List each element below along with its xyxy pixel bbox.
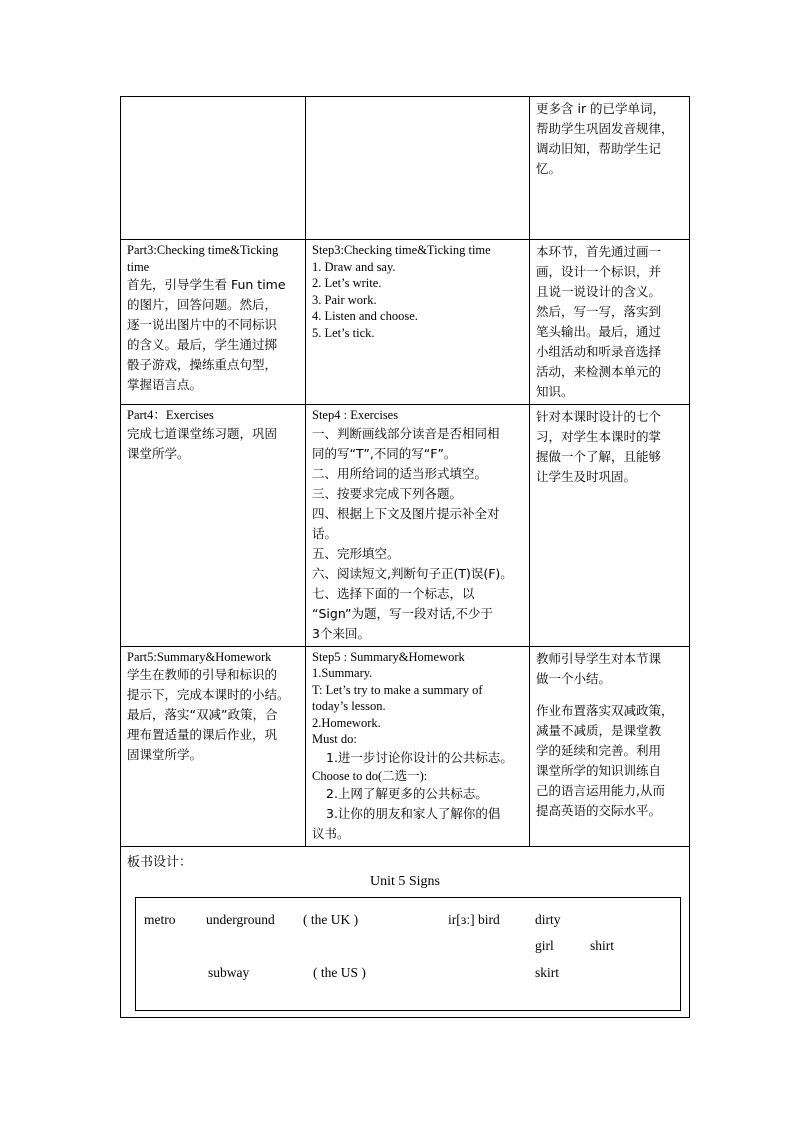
step-item: 3. Pair work. xyxy=(312,292,377,307)
text-line: 的含义。最后，学生通过掷 xyxy=(127,337,278,352)
board-unit-title: Unit 5 Signs xyxy=(369,874,440,889)
text-line: 课堂所学的知识训练自 xyxy=(536,762,662,778)
blackboard-box xyxy=(135,897,681,1011)
text-line: 针对本课时设计的七个 xyxy=(536,409,662,424)
text-line: 做一个小结。 xyxy=(536,670,612,686)
step-item: 三、按要求完成下列各题。 xyxy=(312,485,463,501)
step-item: 同的写“T”,不同的写“F”。 xyxy=(312,445,457,461)
teaching-steps-cell xyxy=(306,97,530,240)
text-line: 然后，写一写，落实到 xyxy=(536,304,662,319)
step-item: today’s lesson. xyxy=(312,699,386,713)
text-line: 提高英语的交际水平。 xyxy=(536,802,662,818)
teaching-content-cell xyxy=(121,240,306,405)
teaching-content-cell xyxy=(121,97,306,240)
text-line: 教师引导学生对本节课 xyxy=(536,650,662,666)
step-item: 1. Draw and say. xyxy=(312,259,396,274)
text-line: 己的语言运用能力,从而 xyxy=(536,782,665,798)
text-line: 掌握语言点。 xyxy=(127,377,203,392)
step-item: Choose to do(二选一): xyxy=(312,768,428,783)
section-heading: Part3:Checking time&Ticking xyxy=(127,243,279,257)
text-line: 活动，来检测本单元的 xyxy=(536,364,662,379)
spacer xyxy=(536,689,683,701)
step-item: 二、用所给词的适当形式填空。 xyxy=(312,465,488,481)
step-item: 七、选择下面的一个标志，以 xyxy=(312,585,475,601)
board-word-underground: underground xyxy=(206,912,275,927)
step-item: 四、根据上下文及图片提示补全对 xyxy=(312,505,500,521)
text-line: 让学生及时巩固。 xyxy=(536,469,637,484)
text-line: 学生在教师的引导和标识的 xyxy=(127,667,278,682)
step-item: 3.让你的朋友和家人了解你的倡 xyxy=(326,806,501,821)
text-line: 作业布置落实双减政策， xyxy=(536,702,674,718)
step-item: 3个来回。 xyxy=(312,625,370,641)
text-line: 的图片，回答问题。然后， xyxy=(127,297,278,312)
board-word-subway: subway xyxy=(208,965,250,980)
teaching-steps-cell xyxy=(306,646,530,847)
table-row xyxy=(121,240,690,405)
teaching-content-cell xyxy=(121,646,306,847)
table-row xyxy=(121,847,690,1018)
step-heading: Step5 : Summary&Homework xyxy=(312,649,465,664)
text-line: 课堂所学。 xyxy=(127,445,190,461)
text-line: 固课堂所学。 xyxy=(127,747,203,762)
text-line: 学的延续和完善。利用 xyxy=(536,742,662,758)
board-word-metro: metro xyxy=(144,912,176,927)
step-item: T: Let’s try to make a summary of xyxy=(312,682,483,697)
text-line: 知识。 xyxy=(536,384,574,399)
step-item: 2.Homework. xyxy=(312,715,381,730)
step-item: 一、判断画线部分读音是否相同相 xyxy=(312,425,500,441)
step-heading: Step4 : Exercises xyxy=(312,408,399,422)
text-line: 忆。 xyxy=(536,161,562,176)
section-heading: time xyxy=(127,259,150,274)
text-line: 提示下，完成本课时的小结。 xyxy=(127,687,290,702)
step-item: 2.上网了解更多的公共标志。 xyxy=(326,786,488,801)
step-item: 议书。 xyxy=(312,826,350,841)
step-item: Must do: xyxy=(312,732,357,746)
board-word-dirty: dirty xyxy=(535,912,561,927)
text-line: 骰子游戏，操练重点句型， xyxy=(127,357,278,372)
text-line: 首先，引导学生看 Fun time xyxy=(127,277,286,292)
step-item: 4. Listen and choose. xyxy=(312,309,418,323)
design-intent-cell xyxy=(530,97,690,240)
step-heading: Step3:Checking time&Ticking time xyxy=(312,243,491,257)
design-intent-cell xyxy=(530,240,690,405)
board-design-cell xyxy=(121,847,690,1018)
text-line: 笔头输出。最后，通过 xyxy=(536,324,662,339)
table-row xyxy=(121,405,690,647)
step-item: 5. Let’s tick. xyxy=(312,325,375,340)
text-line: 画，设计一个标识，并 xyxy=(536,264,662,279)
text-line: 更多含 ir 的已学单词， xyxy=(536,101,666,116)
table-row xyxy=(121,97,690,240)
step-item: 1.进一步讨论你设计的公共标志。 xyxy=(326,749,513,765)
text-line: 完成七道课堂练习题，巩固 xyxy=(127,425,278,441)
design-intent-cell xyxy=(530,405,690,647)
text-line: 小组活动和听录音选择 xyxy=(536,344,662,359)
board-word-ir-bird: ir[ɜː] bird xyxy=(448,912,500,927)
teaching-content-cell xyxy=(121,405,306,647)
step-item: “Sign”为题，写一段对话,不少于 xyxy=(312,605,494,621)
teaching-steps-cell xyxy=(306,405,530,647)
section-heading: Part5:Summary&Homework xyxy=(127,649,272,664)
step-item: 话。 xyxy=(312,525,338,541)
lesson-plan-page xyxy=(120,96,689,1018)
step-item: 五、完形填空。 xyxy=(312,545,400,561)
board-word-girl: girl xyxy=(535,938,554,953)
board-word-skirt: skirt xyxy=(535,965,560,980)
step-item: 1.Summary. xyxy=(312,666,373,680)
text-line: 帮助学生巩固发音规律， xyxy=(536,121,674,136)
lesson-plan-table xyxy=(120,96,690,1018)
table-row xyxy=(121,646,690,847)
board-design-label: 板书设计： xyxy=(127,855,193,870)
text-line: 最后，落实“双减”政策，合 xyxy=(127,707,278,722)
section-heading: Part4：Exercises xyxy=(127,408,214,422)
design-intent-cell xyxy=(530,646,690,847)
text-line: 本环节，首先通过画一 xyxy=(536,244,662,259)
text-line: 减量不减质，是课堂教 xyxy=(536,722,662,738)
text-line: 逐一说出图片中的不同标识 xyxy=(127,317,278,332)
board-word-the-us: ( the US ) xyxy=(313,965,366,980)
step-item: 2. Let’s write. xyxy=(312,276,382,290)
text-line: 握做一个了解，且能够 xyxy=(536,449,662,464)
board-word-shirt: shirt xyxy=(590,938,615,953)
teaching-steps-cell xyxy=(306,240,530,405)
text-line: 且说一说设计的含义。 xyxy=(536,284,662,299)
step-item: 六、阅读短文,判断句子正(T)误(F)。 xyxy=(312,565,513,581)
text-line: 理布置适量的课后作业，巩 xyxy=(127,727,278,742)
text-line: 调动旧知，帮助学生记 xyxy=(536,141,662,156)
text-line: 习，对学生本课时的掌 xyxy=(536,429,662,444)
board-word-the-uk: ( the UK ) xyxy=(303,912,359,927)
